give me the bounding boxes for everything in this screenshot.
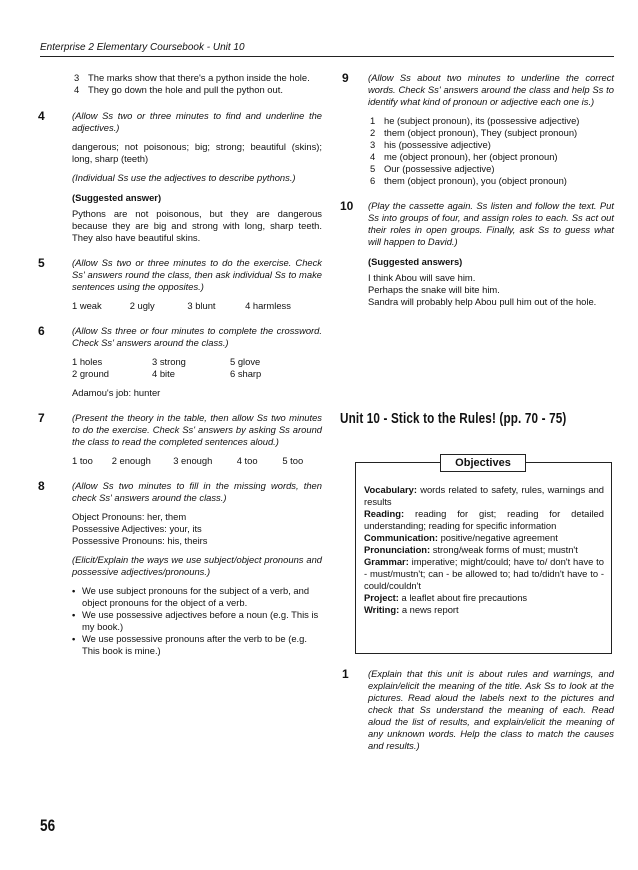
- instruction: (Elicit/Explain the ways we use subject/object pronouns and possessive adjectives/pronouns.): [72, 554, 322, 577]
- answer-text: Object Pronouns: her, them: [72, 511, 187, 522]
- answer-row: [72, 455, 322, 467]
- subheading: (Suggested answer): [72, 192, 162, 203]
- answer: 2 ugly: [129, 300, 155, 311]
- answer-text: Pythons are not poisonous, but they are dangerous because they are big and strong with long, sharp teeth. They also have beautiful skins.: [72, 208, 322, 243]
- answer: 3 enough: [173, 455, 213, 466]
- objective-project: Project: a leaflet about fire precautions: [364, 592, 528, 603]
- answer-text: Sandra will probably help Abou pull him out of the hole.: [368, 296, 597, 307]
- list-item: 4 me (object pronoun), her (object pronoun): [370, 151, 558, 162]
- objectives-label: Objectives: [440, 454, 526, 472]
- answer: 5 too: [282, 455, 304, 466]
- answer: 1 holes: [72, 356, 103, 367]
- right-column-lower: [340, 668, 614, 765]
- exercise-number: 4: [38, 109, 45, 123]
- exercise-number: 1: [342, 667, 349, 681]
- exercise-7: [40, 412, 322, 467]
- answer-text: Possessive Adjectives: your, its: [72, 523, 202, 534]
- exercise-number: 5: [38, 256, 45, 270]
- answer: 3 blunt: [187, 300, 216, 311]
- answer: 1 too: [72, 455, 93, 466]
- answer-row: [72, 300, 322, 312]
- instruction: (Present the theory in the table, then allow Ss two minutes to do the exercise. Check Ss' answers by asking Ss around the class to read the completed sentences aloud.): [72, 412, 322, 447]
- list-item: • We use subject pronouns for the subject of a verb, and object pronouns for the object of a verb.: [72, 585, 322, 609]
- exercise-number: 10: [340, 199, 354, 213]
- list-item: • We use possessive adjectives before a noun (e.g. This is my book.): [72, 609, 322, 633]
- exercise-number: 9: [342, 71, 349, 85]
- subheading: (Suggested answers): [368, 256, 463, 267]
- answer-text: dangerous; not poisonous; big; strong; beautiful (skins); long, sharp (teeth): [72, 141, 322, 164]
- objectives-text: [364, 484, 604, 616]
- right-column: [340, 72, 614, 321]
- exercise-5: [40, 257, 322, 312]
- exercise-number: 7: [38, 411, 45, 425]
- answer: 3 strong: [152, 356, 186, 367]
- objective-pronunciation: Pronunciation: strong/weak forms of must; mustn't: [364, 544, 578, 555]
- list-item: 3 his (possessive adjective): [370, 139, 491, 150]
- bullet-list: [72, 585, 322, 657]
- header-rule: [40, 56, 614, 57]
- unit-title: Unit 10 - Stick to the Rules! (pp. 70 - 75): [340, 410, 567, 427]
- answer: 4 harmless: [245, 300, 291, 311]
- answer: 4 bite: [152, 368, 175, 379]
- exercise-4: [40, 110, 322, 244]
- list-item: • We use possessive pronouns after the verb to be (e.g. This book is mine.): [72, 633, 322, 657]
- answer-text: Possessive Pronouns: his, theirs: [72, 535, 208, 546]
- answer-list: [368, 115, 614, 187]
- instruction: (Allow Ss two minutes to fill in the missing words, then check Ss' answers around the class.): [72, 480, 322, 503]
- instruction: (Allow Ss about two minutes to underline the correct words. Check Ss' answers around the class and help Ss to identify what kind of pronoun or adjective each one is.): [368, 72, 614, 107]
- exercise-9: [340, 72, 614, 187]
- instruction: (Explain that this unit is about rules and warnings, and explain/elicit the meaning of the title. Ask Ss to look at the pictures. Read aloud the labels next to the pictures and check that Ss understand the meaning of each. Read aloud the list of results, and explain/elicit the meaning of any unknown words. Help the class to match the causes and results.): [368, 668, 614, 751]
- instruction: (Allow Ss two or three minutes to do the exercise. Check Ss' answers round the class, then ask individual Ss to make sentences using the opposites.): [72, 257, 322, 292]
- list-item: 6 them (object pronoun), you (object pronoun): [370, 175, 567, 186]
- answer: 6 sharp: [230, 368, 262, 379]
- exercise-number: 6: [38, 324, 45, 338]
- exercise-number: 8: [38, 479, 45, 493]
- instruction: (Allow Ss three or four minutes to complete the crossword. Check Ss' answers around the class.): [72, 325, 322, 348]
- instruction: (Play the cassette again. Ss listen and follow the text. Put Ss into groups of four, and assign roles to each. Ss act out their roles in open groups. Finally, ask Ss to guess what will happen to David.): [368, 200, 614, 247]
- objective-writing: Writing: a news report: [364, 604, 459, 615]
- objective-vocabulary: Vocabulary: words related to safety, rules, warnings and results: [364, 484, 604, 507]
- answer: 5 glove: [230, 356, 261, 367]
- answer-text: I think Abou will save him.: [368, 272, 476, 283]
- exercise-10: [340, 200, 614, 308]
- left-column: [40, 72, 322, 670]
- exercise-6: [40, 325, 322, 399]
- objective-reading: Reading: reading for gist; reading for detailed understanding; reading for specific information: [364, 508, 604, 531]
- exercise-8: [40, 480, 322, 657]
- objective-grammar: Grammar: imperative; might/could; have to/ don't have to - must/mustn't; can - be allowed to; had to/didn't have to - could/couldn't: [364, 556, 604, 591]
- answer-text: Adamou's job: hunter: [72, 387, 161, 398]
- list-item: 2 them (object pronoun), They (subject pronoun): [370, 127, 578, 138]
- objective-communication: Communication: positive/negative agreement: [364, 532, 558, 543]
- answer: 2 enough: [111, 455, 151, 466]
- running-head: Enterprise 2 Elementary Coursebook - Unit 10: [40, 42, 245, 53]
- answer-row: [72, 368, 322, 380]
- list-item: 4 They go down the hole and pull the python out.: [74, 84, 283, 95]
- exercise-1: [340, 668, 614, 752]
- answer: 4 too: [236, 455, 258, 466]
- answer: 1 weak: [72, 300, 102, 311]
- answer-row: [72, 356, 322, 368]
- page-number: 56: [40, 816, 56, 835]
- list-item: 3 The marks show that there's a python inside the hole.: [74, 72, 310, 83]
- instruction: (Individual Ss use the adjectives to describe pythons.): [72, 172, 296, 183]
- list-item: 5 Our (possessive adjective): [370, 163, 495, 174]
- list-item: 1 he (subject pronoun), its (possessive adjective): [370, 115, 580, 126]
- answer-text: Perhaps the snake will bite him.: [368, 284, 500, 295]
- instruction: (Allow Ss two or three minutes to find and underline the adjectives.): [72, 110, 322, 133]
- continued-answers: [40, 72, 322, 96]
- answer: 2 ground: [72, 368, 110, 379]
